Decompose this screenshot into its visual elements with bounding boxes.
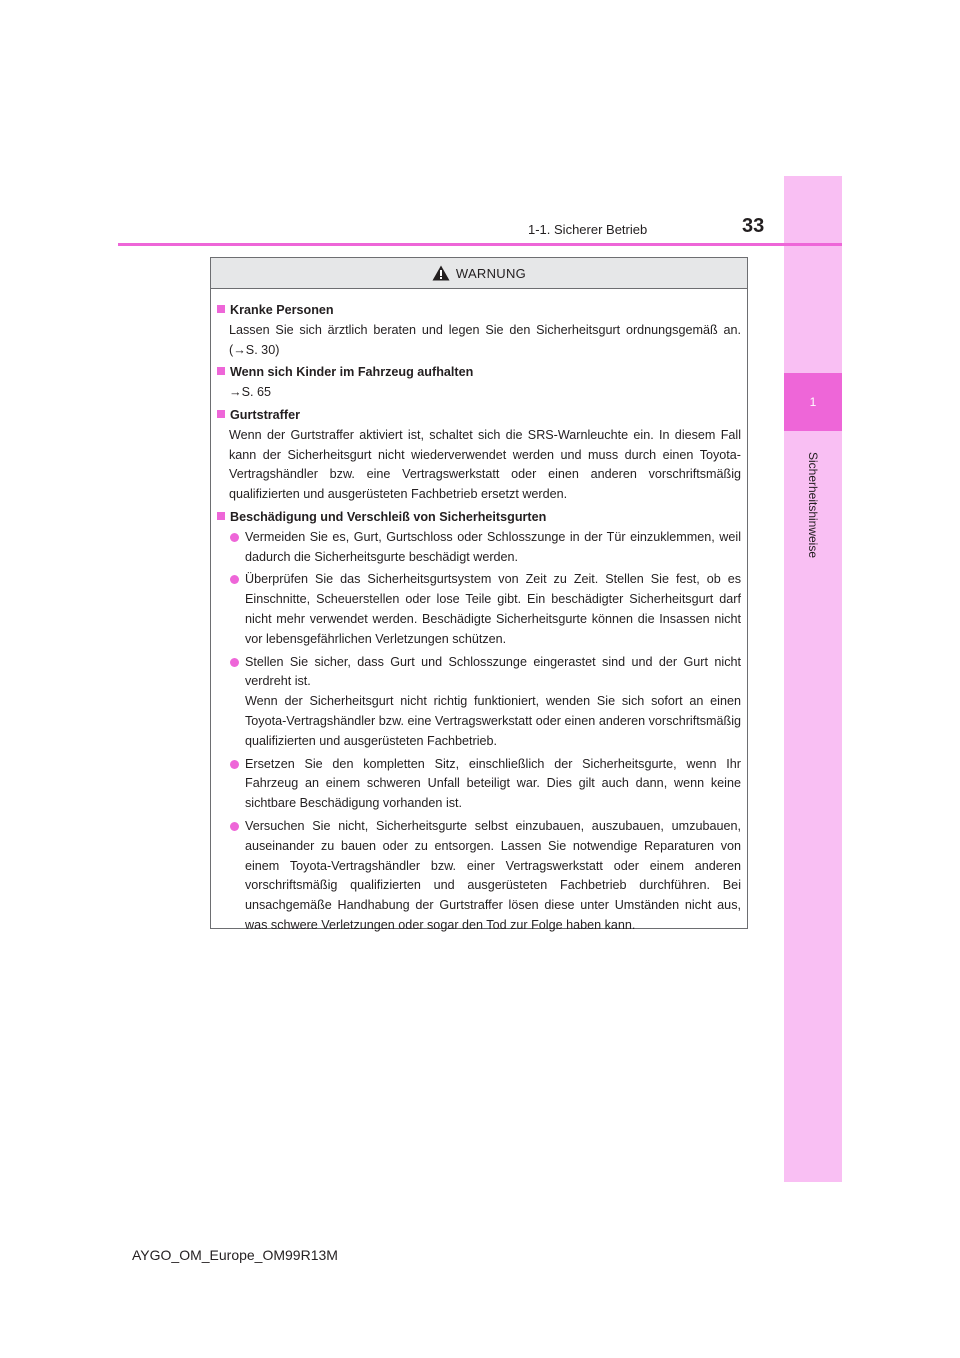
section-paragraph: Lassen Sie sich ärztlich beraten und legen Sie den Sicherheitsgurt ordnungsgemäß an. (→S. 30) — [229, 322, 741, 357]
list-item-text: Versuchen Sie nicht, Sicherheitsgurte selbst einzubauen, auszubauen, umzubauen, auseinander zu bauen oder zu entsorgen. Lassen Sie notwendige Reparaturen von einem Toyota-Vertragshändler bzw. einer Vertragswerkstatt oder einem anderen vorschriftsmäßig qualifizierten und ausgerüsteten Fachbetrieb durchführen. Bei unsachgemäße Handhabung der Gurtstraffer lösen diese unter Umständen nicht aus, was schwere Verletzungen oder sogar den Tod zur Folge haben kann. — [245, 818, 741, 932]
section-heading — [217, 406, 741, 426]
list-item-text: Überprüfen Sie das Sicherheitsgurtsystem von Zeit zu Zeit. Stellen Sie fest, ob es Einschnitte, Scheuerstellen oder lose Teile gibt. Ein beschädigter Sicherheitsgurt darf nicht mehr verwendet werden. Beschädigte Sicherheitsgurte können die Insassen nicht vor lebensgefährlichen Verletzungen schützen. — [245, 572, 741, 646]
side-tab — [784, 176, 842, 1182]
warning-body — [211, 289, 747, 936]
square-bullet-icon — [217, 367, 225, 375]
warning-title: WARNUNG — [455, 265, 527, 281]
section-paragraph: Wenn der Gurtstraffer aktiviert ist, schaltet sich die SRS-Warnleuchte ein. In diesem Fall kann der Sicherheitsgurt nicht wiederverwendet werden und muss durch einen Toyota-Vertragshändler bzw. eine Vertragswerkstatt oder einen anderen vorschriftsmäßig qualifizierten und ausgerüsteten Fachbetrieb ersetzt werden. — [229, 427, 741, 502]
chapter-number-tab[interactable] — [784, 373, 842, 431]
round-bullet-icon — [230, 760, 239, 769]
section-heading — [217, 508, 741, 528]
chapter-label: Sicherheitshinweise — [806, 451, 820, 559]
list-item — [217, 570, 741, 649]
section-heading-text: Wenn sich Kinder im Fahrzeug aufhalten — [230, 365, 474, 380]
section-title: 1-1. Sicherer Betrieb — [528, 222, 648, 237]
list-item-text: Ersetzen Sie den kompletten Sitz, einschließlich der Sicherheitsgurte, wenn Ihr Fahrzeug an einem schweren Unfall beteiligt war. Dies gilt auch dann, wenn keine sichtbare Beschädigung vorhanden ist. — [245, 756, 741, 811]
section-heading — [217, 301, 741, 321]
warning-triangle-icon — [432, 265, 450, 281]
document-code: AYGO_OM_Europe_OM99R13M — [132, 1247, 338, 1263]
list-item — [217, 528, 741, 568]
list-item — [217, 755, 741, 814]
list-item-text: Vermeiden Sie es, Gurt, Gurtschloss oder Schlosszunge in der Tür einzuklemmen, weil dadurch die Sicherheitsgurte beschädigt werden. — [245, 529, 741, 564]
list-item — [217, 653, 741, 752]
section-heading — [217, 363, 741, 383]
square-bullet-icon — [217, 410, 225, 418]
round-bullet-icon — [230, 658, 239, 667]
list-item — [217, 817, 741, 936]
round-bullet-icon — [230, 822, 239, 831]
section-paragraph: →S. 65 — [229, 385, 271, 400]
warning-box — [210, 257, 748, 932]
square-bullet-icon — [217, 305, 225, 313]
header-divider — [118, 243, 842, 246]
square-bullet-icon — [217, 512, 225, 520]
round-bullet-icon — [230, 533, 239, 542]
warning-header — [211, 258, 747, 289]
section-heading-text: Beschädigung und Verschleiß von Sicherheitsgurten — [230, 509, 547, 524]
chapter-number: 1 — [809, 395, 817, 409]
page-number: 33 — [742, 215, 765, 237]
list-item-text: Stellen Sie sicher, dass Gurt und Schlosszunge eingerastet sind und der Gurt nicht verdreht ist. Wenn der Sicherheitsgurt nicht richtig funktioniert, wenden Sie sich sofort an einen Toyota-Vertragshändler bzw. eine Vertragswerkstatt oder einen anderen vorschriftsmäßig qualifizierten und ausgerüsteten Fachbetrieb. — [245, 654, 741, 748]
round-bullet-icon — [230, 575, 239, 584]
section-heading-text: Kranke Personen — [230, 303, 334, 317]
section-heading-text: Gurtstraffer — [230, 407, 300, 422]
